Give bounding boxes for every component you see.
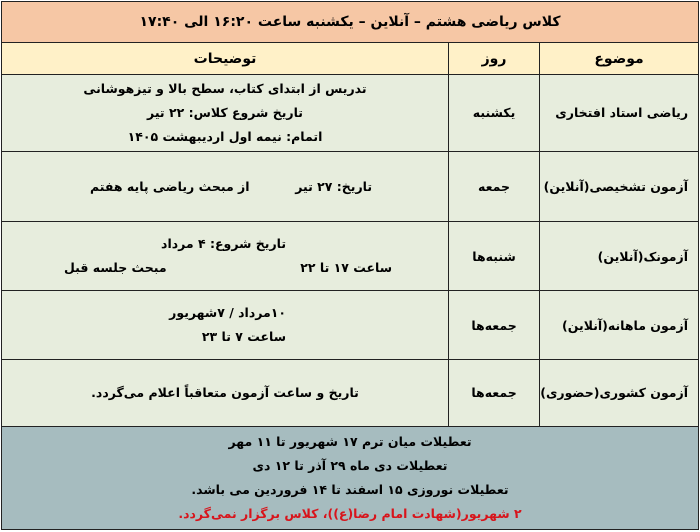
table-row bbox=[2, 360, 699, 427]
desc-start-date: تاریخ شروع: ۴ مرداد bbox=[161, 236, 287, 252]
row-topic: آزمون تشخیصی(آنلاین) bbox=[540, 151, 699, 222]
table-row bbox=[2, 74, 699, 151]
row-day: جمعه‌ها bbox=[449, 360, 540, 427]
desc-date: تاریخ: ۲۷ تیر bbox=[295, 178, 373, 194]
note-line: تعطیلات دی ماه ۲۹ آذر تا ۱۲ دی bbox=[252, 457, 448, 473]
row-description bbox=[2, 151, 449, 222]
row-description bbox=[2, 291, 449, 360]
row-description bbox=[2, 360, 449, 427]
row-topic: آزمون ماهانه(آنلاین) bbox=[540, 291, 699, 360]
row-description bbox=[2, 74, 449, 151]
desc-hours: ساعت ۷ تا ۲۳ bbox=[201, 329, 287, 345]
row-day: جمعه‌ها bbox=[449, 291, 540, 360]
row-description bbox=[2, 222, 449, 291]
header-description: توضیحات bbox=[2, 43, 449, 74]
row-topic: آزمونک(آنلاین) bbox=[540, 222, 699, 291]
desc-line: تدریس از ابتدای کتاب، سطح بالا و تیزهوشانی bbox=[83, 80, 367, 96]
desc-hours: ساعت ۱۷ تا ۲۲ bbox=[300, 260, 393, 276]
desc-line: تاریخ شروع کلاس: ۲۲ تیر bbox=[147, 104, 303, 120]
header-topic: موضوع bbox=[540, 43, 699, 74]
note-line: تعطیلات نوروزی ۱۵ اسفند تا ۱۴ فروردین می باشد. bbox=[191, 481, 509, 497]
row-day: شنبه‌ها bbox=[449, 222, 540, 291]
page-title: کلاس ریاضی هشتم – آنلاین – یکشنبه ساعت ۱۶:۲۰ الی ۱۷:۴۰ bbox=[2, 2, 699, 43]
row-topic: ریاضی استاد افتخاری bbox=[540, 74, 699, 151]
table-row bbox=[2, 222, 699, 291]
header-day: روز bbox=[449, 43, 540, 74]
desc-line: تاریخ و ساعت آزمون متعاقباً اعلام می‌گردد. bbox=[91, 384, 359, 400]
desc-topic: مبحث جلسه قبل bbox=[64, 260, 167, 276]
class-cancel-notice: ۲ شهریور(شهادت امام رضا(ع))، کلاس برگزار نمی‌گردد. bbox=[178, 505, 522, 521]
holidays-notes bbox=[2, 426, 699, 529]
row-day: یکشنبه bbox=[449, 74, 540, 151]
desc-topic: از مبحث ریاضی پایه هفتم bbox=[90, 178, 250, 194]
row-day: جمعه bbox=[449, 151, 540, 222]
desc-dates: ۱۰مرداد / ۷شهریور bbox=[169, 305, 287, 321]
desc-line: اتمام: نیمه اول اردیبهشت ۱۴۰۵ bbox=[127, 128, 323, 144]
row-topic: آزمون کشوری(حضوری) bbox=[540, 360, 699, 427]
schedule-table bbox=[1, 1, 699, 530]
note-line: تعطیلات میان ترم ۱۷ شهریور تا ۱۱ مهر bbox=[228, 433, 472, 449]
table-row bbox=[2, 151, 699, 222]
table-row bbox=[2, 291, 699, 360]
